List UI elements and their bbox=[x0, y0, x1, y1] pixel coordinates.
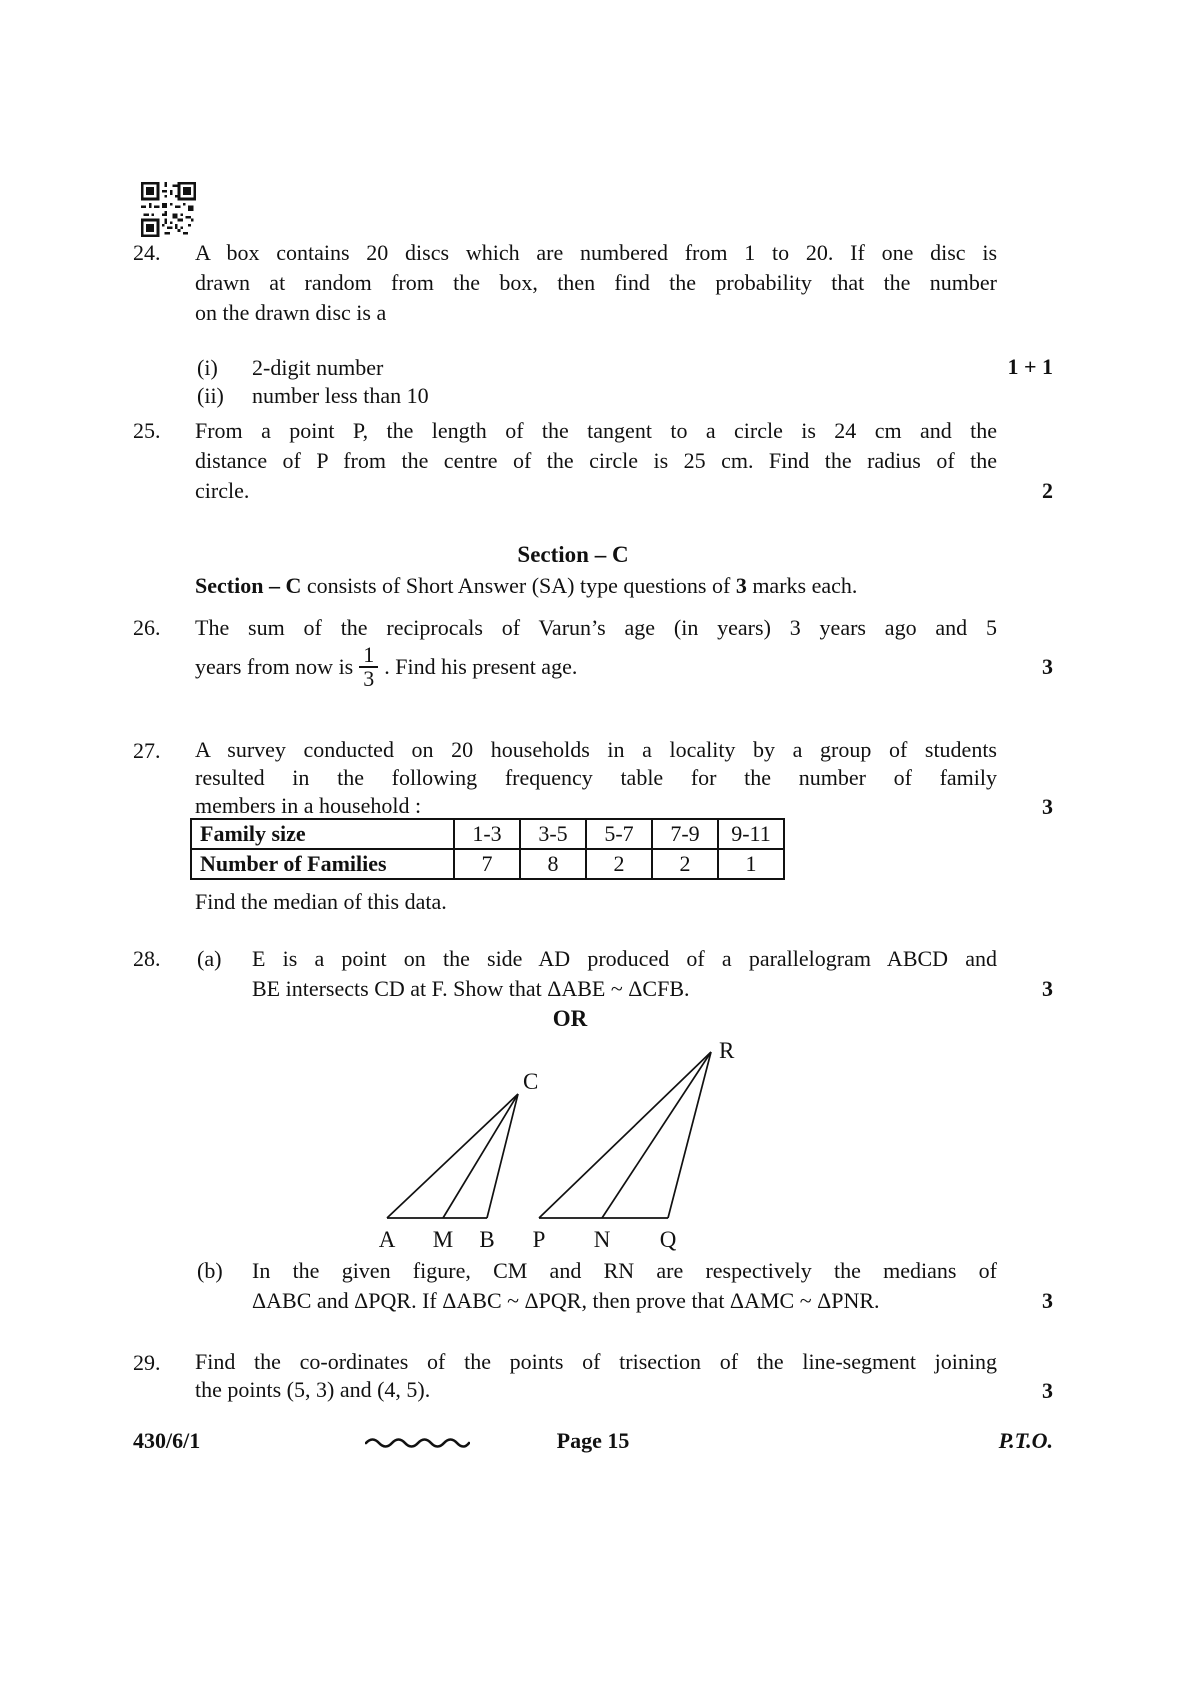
question-25-line: distance of P from the centre of the circle is 25 cm. Find the radius of the bbox=[195, 448, 997, 473]
question-27 bbox=[133, 736, 1053, 820]
question-29 bbox=[133, 1348, 1053, 1404]
table-cell: 8 bbox=[520, 849, 586, 879]
table-cell: 5-7 bbox=[586, 819, 652, 849]
question-24-line: drawn at random from the box, then find the probability that the number bbox=[195, 270, 997, 295]
table-cell: 7-9 bbox=[652, 819, 718, 849]
question-29-marks: 3 bbox=[1042, 1378, 1053, 1403]
table-row-number-of-families bbox=[191, 849, 784, 879]
item-label: (ii) bbox=[197, 383, 224, 408]
question-25-line: circle. bbox=[195, 478, 250, 503]
section-c-desc-tail: marks each. bbox=[746, 573, 858, 598]
question-27-followup: Find the median of this data. bbox=[195, 889, 447, 914]
question-27-number: 27. bbox=[133, 738, 161, 763]
triangles-figure bbox=[330, 1030, 790, 1260]
table-header-cell: Number of Families bbox=[191, 849, 454, 879]
question-27-marks: 3 bbox=[1042, 794, 1053, 819]
question-24-number: 24. bbox=[133, 240, 161, 265]
vertex-label-m: M bbox=[432, 1227, 454, 1252]
item-label: (i) bbox=[197, 355, 218, 380]
section-c-desc-bold: Section – C bbox=[195, 573, 302, 598]
question-28b bbox=[133, 1256, 1053, 1316]
question-24-item-i bbox=[195, 354, 997, 382]
fraction-suffix: . Find his present age. bbox=[384, 654, 578, 679]
vertex-label-p: P bbox=[532, 1227, 546, 1252]
table-cell: 3-5 bbox=[520, 819, 586, 849]
vertex-label-b: B bbox=[479, 1227, 495, 1252]
question-24-line: A box contains 20 discs which are numbered from 1 to 20. If one disc is bbox=[195, 240, 997, 265]
fraction-denominator: 3 bbox=[363, 666, 375, 691]
table-cell: 1 bbox=[718, 849, 784, 879]
vertex-label-c: C bbox=[523, 1069, 539, 1094]
vertex-label-a: A bbox=[378, 1227, 396, 1252]
question-28a-line: E is a point on the side AD produced of a parallelogram ABCD and bbox=[252, 946, 997, 971]
question-25 bbox=[133, 416, 1053, 506]
question-26-line: The sum of the reciprocals of Varun’s age (in years) 3 years ago and 5 bbox=[195, 615, 997, 640]
fraction-numerator: 1 bbox=[359, 644, 378, 668]
question-24-item-ii bbox=[195, 382, 997, 410]
table-header-cell: Family size bbox=[191, 819, 454, 849]
vertex-label-r: R bbox=[719, 1038, 735, 1063]
question-28b-marks: 3 bbox=[1042, 1288, 1053, 1313]
question-24-line: on the drawn disc is a bbox=[195, 300, 387, 325]
fraction-one-third bbox=[359, 644, 378, 690]
section-c-title: Section – C bbox=[517, 542, 629, 567]
or-separator: OR bbox=[552, 1006, 588, 1031]
question-29-line: the points (5, 3) and (4, 5). bbox=[195, 1377, 431, 1402]
item-text: 2-digit number bbox=[252, 355, 384, 380]
vertex-label-q: Q bbox=[659, 1227, 677, 1252]
section-c-desc-marks: 3 bbox=[735, 573, 747, 598]
question-24 bbox=[133, 238, 1053, 410]
question-28b-line: ΔABC and ΔPQR. If ΔABC ~ ΔPQR, then prove that ΔAMC ~ ΔPNR. bbox=[252, 1288, 880, 1313]
question-29-line: Find the co-ordinates of the points of trisection of the line-segment joining bbox=[195, 1349, 997, 1374]
question-26-marks: 3 bbox=[1042, 654, 1053, 679]
question-28a-line: BE intersects CD at F. Show that ΔABE ~ ΔCFB. bbox=[252, 976, 690, 1001]
table-cell: 2 bbox=[652, 849, 718, 879]
qr-code bbox=[140, 182, 197, 237]
question-27-line: members in a household : bbox=[195, 793, 422, 818]
part-a-label: (a) bbox=[197, 946, 222, 971]
question-28a-marks: 3 bbox=[1042, 976, 1053, 1001]
question-25-line: From a point P, the length of the tangent to a circle is 24 cm and the bbox=[195, 418, 997, 443]
fraction-prefix: years from now is bbox=[195, 654, 354, 679]
question-27-line: A survey conducted on 20 households in a locality by a group of students bbox=[195, 737, 997, 762]
item-text: number less than 10 bbox=[252, 383, 429, 408]
section-c-description bbox=[195, 571, 857, 601]
question-26 bbox=[133, 613, 1053, 691]
triangle-abc bbox=[387, 1094, 518, 1218]
pto-label: P.T.O. bbox=[998, 1428, 1053, 1453]
page-footer bbox=[133, 1428, 1053, 1458]
question-28a bbox=[133, 944, 1053, 1004]
frequency-table bbox=[190, 818, 785, 880]
part-b-label: (b) bbox=[197, 1258, 223, 1283]
question-28b-line: In the given figure, CM and RN are respectively the medians of bbox=[252, 1258, 997, 1283]
question-26-fraction-line bbox=[195, 643, 997, 691]
question-25-marks: 2 bbox=[1042, 478, 1053, 503]
question-28-number: 28. bbox=[133, 946, 161, 971]
question-25-number: 25. bbox=[133, 418, 161, 443]
table-cell: 7 bbox=[454, 849, 520, 879]
question-26-number: 26. bbox=[133, 615, 161, 640]
vertex-label-n: N bbox=[593, 1227, 611, 1252]
question-24-marks: 1 + 1 bbox=[1007, 354, 1053, 379]
table-cell: 2 bbox=[586, 849, 652, 879]
section-c-desc-text: consists of Short Answer (SA) type questions of bbox=[301, 573, 736, 598]
page-number: Page 15 bbox=[556, 1428, 630, 1453]
table-cell: 1-3 bbox=[454, 819, 520, 849]
question-27-line: resulted in the following frequency table for the number of family bbox=[195, 765, 997, 790]
paper-code: 430/6/1 bbox=[133, 1428, 201, 1453]
table-cell: 9-11 bbox=[718, 819, 784, 849]
question-29-number: 29. bbox=[133, 1350, 161, 1375]
table-row-family-size bbox=[191, 819, 784, 849]
triangle-pqr bbox=[539, 1052, 711, 1218]
